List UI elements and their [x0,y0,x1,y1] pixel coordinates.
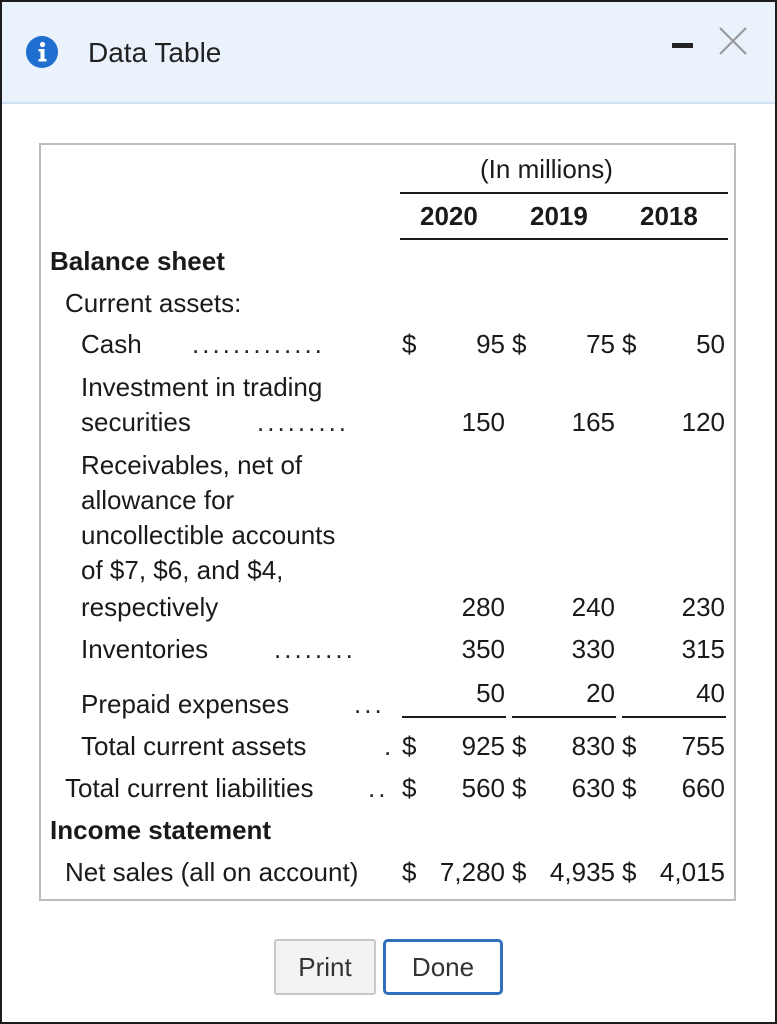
net-sales-label: Net sales (all on account) [65,857,359,887]
minimize-button[interactable] [672,40,694,50]
investment-label-line2: securities [81,407,191,437]
close-icon [716,24,750,58]
net-sales-2020: 7,280 [439,857,505,887]
leader-dots: ... [354,689,385,719]
cash-2020: 95 [476,329,505,359]
currency-symbol: $ [512,857,527,887]
currency-symbol: $ [402,857,417,887]
currency-symbol: $ [402,329,417,359]
done-button[interactable]: Done [383,939,503,995]
prepaid-2018: 40 [696,678,725,708]
cash-label: Cash [81,329,142,359]
investment-2019: 165 [571,407,615,437]
receivables-2020: 280 [461,592,505,622]
receivables-label-line2: allowance for [81,485,235,515]
currency-symbol: $ [512,773,527,803]
info-icon [26,36,58,68]
investment-2018: 120 [681,407,725,437]
leader-dots: .. [368,773,389,803]
leader-dots: ........ [274,634,356,664]
investment-label-line1: Investment in trading [81,372,323,402]
total-current-assets-2018: 755 [681,731,725,761]
subtotal-rule [402,716,506,718]
dialog-title: Data Table [88,37,222,68]
year-2020-header: 2020 [420,201,478,231]
subsection-current-assets: Current assets: [65,288,242,318]
inventories-2019: 330 [571,634,615,664]
total-current-assets-2020: 925 [461,731,505,761]
total-current-liabilities-2019: 630 [571,773,615,803]
total-current-assets-2019: 830 [571,731,615,761]
total-current-assets-label: Total current assets [81,731,307,761]
currency-symbol: $ [622,731,637,761]
receivables-label-line5: respectively [81,592,219,622]
currency-symbol: $ [402,773,417,803]
section-balance-sheet: Balance sheet [50,246,225,276]
year-2019-header: 2019 [530,201,588,231]
header-rule [400,192,728,194]
inventories-2020: 350 [461,634,505,664]
total-current-liabilities-label: Total current liabilities [65,773,314,803]
currency-symbol: $ [512,329,527,359]
print-button[interactable]: Print [274,939,376,995]
total-current-liabilities-2020: 560 [461,773,505,803]
receivables-label-line4: of $7, $6, and $4, [81,555,284,585]
net-sales-2019: 4,935 [549,857,615,887]
currency-symbol: $ [622,857,637,887]
dialog-titlebar [2,2,775,104]
leader-dots: ............. [192,329,325,359]
receivables-label-line1: Receivables, net of [81,450,303,480]
receivables-2019: 240 [571,592,615,622]
subtotal-rule [622,716,726,718]
cash-2019: 75 [586,329,615,359]
currency-symbol: $ [622,329,637,359]
inventories-label: Inventories [81,634,209,664]
receivables-2018: 230 [681,592,725,622]
currency-symbol: $ [622,773,637,803]
close-button[interactable] [716,24,750,58]
year-rule [400,238,728,240]
prepaid-2019: 20 [586,678,615,708]
cash-2018: 50 [696,329,725,359]
currency-symbol: $ [402,731,417,761]
prepaid-2020: 50 [476,678,505,708]
minimize-icon [672,43,693,48]
section-income-statement: Income statement [50,815,272,845]
subtotal-rule [512,716,616,718]
investment-2020: 150 [461,407,505,437]
leader-dots: . [384,731,395,761]
inventories-2018: 315 [681,634,725,664]
prepaid-label: Prepaid expenses [81,689,290,719]
year-2018-header: 2018 [640,201,698,231]
net-sales-2018: 4,015 [659,857,725,887]
currency-symbol: $ [512,731,527,761]
leader-dots: ......... [257,407,350,437]
receivables-label-line3: uncollectible accounts [81,520,336,550]
unit-header: (In millions) [480,154,613,184]
total-current-liabilities-2018: 660 [681,773,725,803]
